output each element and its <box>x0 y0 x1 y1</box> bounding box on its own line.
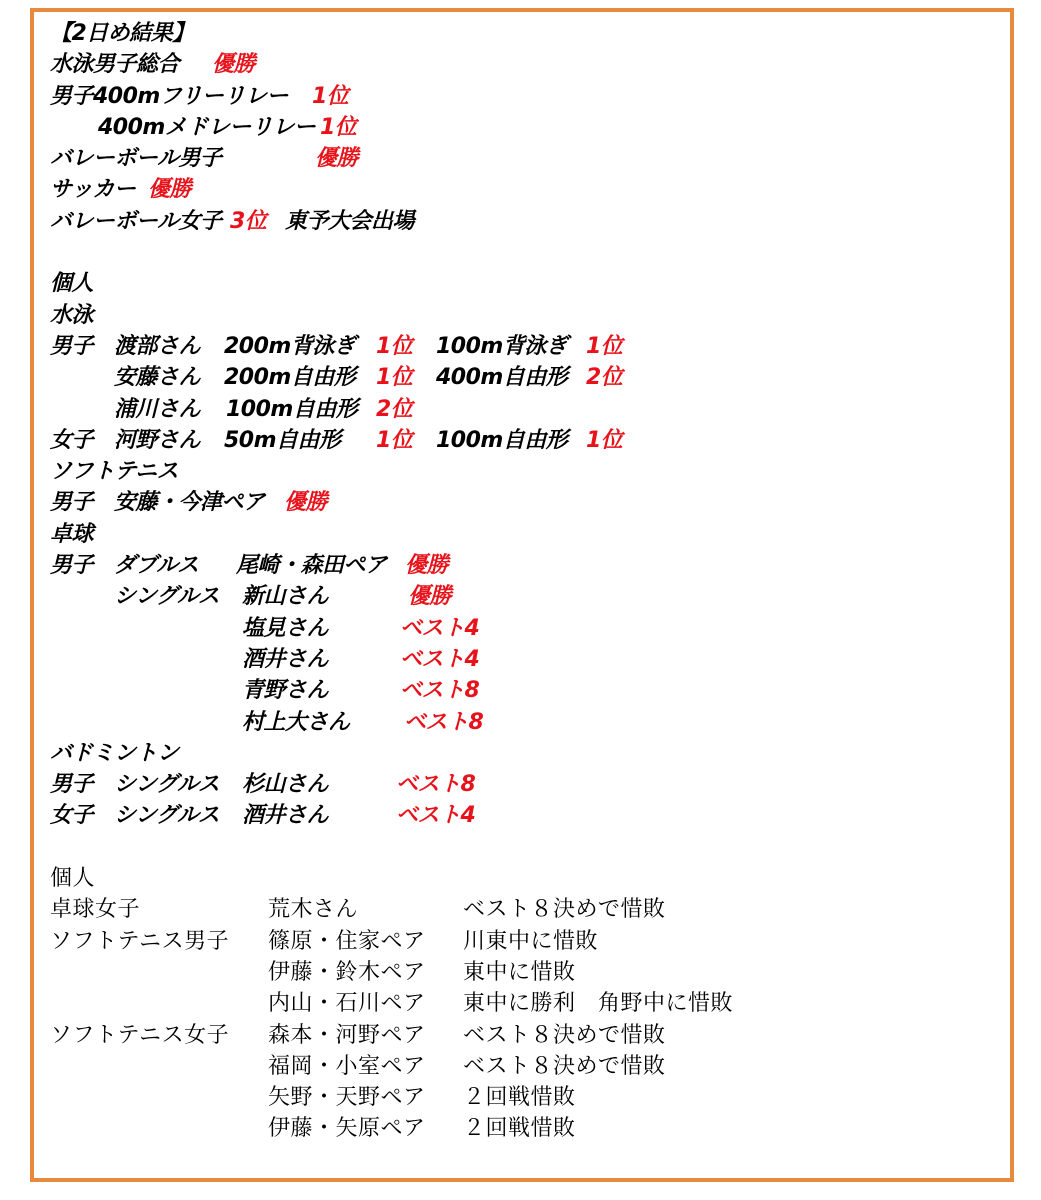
soccer-row: サッカー 優勝 <box>50 174 1000 205</box>
badminton-row: 男子 シングルス 杉山さん ベスト8 <box>50 772 476 798</box>
individual-heading: 個人 <box>50 271 94 297</box>
badminton-row: 女子 シングルス 酒井さん ベスト4 <box>50 803 476 829</box>
result-highlight: 優勝 <box>212 52 256 78</box>
tabletennis-row: 青野さん ベスト8 <box>242 678 480 704</box>
individual2-row: 矢野・天野ペア ２回戦惜敗 <box>268 1085 576 1111</box>
relay-medley-row: 400mメドレーリレー 1位 <box>50 112 1000 143</box>
individual2-row: 卓球女子 荒木さん ベスト８決めで惜敗 <box>50 897 666 923</box>
volley-girls-row: バレーボール女子 3位 東予大会出場 <box>50 206 1000 237</box>
result-highlight: 1位 <box>312 83 349 109</box>
result-highlight: 優勝 <box>315 146 359 172</box>
results-heading: 【2日め結果】 <box>50 21 194 46</box>
individual2-row: 福岡・小室ペア ベスト８決めで惜敗 <box>268 1053 666 1079</box>
tabletennis-row: 男子 ダブルス 尾崎・森田ペア 優勝 <box>50 553 449 579</box>
tabletennis-heading: 卓球 <box>50 521 94 547</box>
swim-row: 女子 河野さん 50m自由形 1位 100m自由形 1位 <box>50 427 623 453</box>
softtennis-heading: ソフトテニス <box>50 459 179 485</box>
swim-row: 浦川さん 100m自由形 2位 <box>114 396 413 422</box>
volley-boys-row: バレーボール男子 優勝 <box>50 143 1000 174</box>
tabletennis-row: 酒井さん ベスト4 <box>242 646 480 672</box>
swim-row: 安藤さん 200m自由形 1位 400m自由形 2位 <box>114 365 623 391</box>
individual2-heading: 個人 <box>50 866 96 892</box>
tabletennis-row: シングルス 新山さん 優勝 <box>114 584 452 610</box>
tabletennis-row: 村上大さん ベスト8 <box>242 709 484 735</box>
spacer <box>50 832 1000 863</box>
individual2-row: ソフトテニス女子 森本・河野ペア ベスト８決めで惜敗 <box>50 1022 666 1048</box>
softtennis-row: 男子 安藤・今津ペア 優勝 <box>50 490 328 516</box>
result-highlight: 1位 <box>320 114 357 140</box>
swim-total-row: 水泳男子総合 優勝 <box>50 49 1000 80</box>
results-document <box>50 18 1000 1145</box>
relay-free-row: 男子400mフリーリレー 1位 <box>50 81 1000 112</box>
tournament-note: 東予大会出場 <box>285 208 415 234</box>
badminton-heading: バドミントン <box>50 740 179 766</box>
tabletennis-row: 塩見さん ベスト4 <box>242 615 480 641</box>
individual2-row: 内山・石川ペア 東中に勝利 角野中に惜敗 <box>268 991 734 1017</box>
result-highlight: 優勝 <box>148 177 192 203</box>
result-highlight: 3位 <box>230 208 267 234</box>
individual2-row: ソフトテニス男子 篠原・住家ペア 川東中に惜敗 <box>50 928 599 954</box>
spacer <box>50 237 1000 268</box>
swim-row: 男子 渡部さん 200m背泳ぎ 1位 100m背泳ぎ 1位 <box>50 333 623 359</box>
individual2-row: 伊藤・鈴木ペア 東中に惜敗 <box>268 959 576 985</box>
swim-heading: 水泳 <box>50 302 94 328</box>
individual2-row: 伊藤・矢原ペア ２回戦惜敗 <box>268 1116 576 1142</box>
